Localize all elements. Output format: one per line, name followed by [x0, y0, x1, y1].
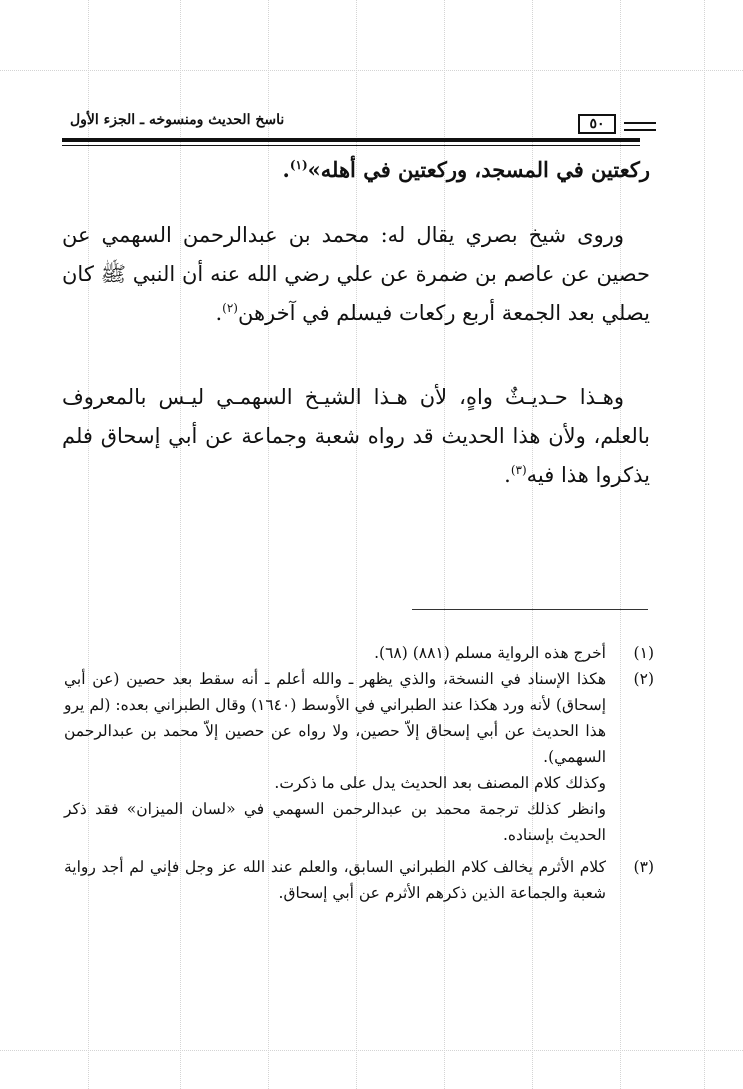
header-rule-thin: [62, 145, 640, 146]
footnote-text: وكذلك كلام المصنف بعد الحديث يدل على ما ذكرت.: [274, 774, 606, 792]
footnote-text: وانظر كذلك ترجمة محمد بن عبدالرحمن السهمي في «لسان الميزان» فقد ذكر الحديث بإسناده.: [64, 800, 606, 844]
header-ornament: [624, 122, 656, 131]
guide-line: [0, 1050, 743, 1051]
main-paragraph-1: ركعتين في المسجد، وركعتين في أهله»$^{(١)}$.: [282, 157, 650, 182]
footnote-text: أخرج هذه الرواية مسلم (٨٨١) (٦٨).: [374, 644, 606, 662]
footnotes: [64, 640, 654, 906]
footnote-separator: [412, 609, 648, 610]
footnote-number: (٢): [633, 670, 654, 688]
footnote-ref[interactable]: (١): [289, 158, 308, 172]
main-paragraph-2: وروى شيخ بصري يقال له: محمد بن عبدالرحمن السهمي عن حصين عن عاصم بن ضمرة عن علي رضي الله عنه أن النبي ﷺ كان يصلي بعد الجمعة أربع ركعات فيسلم في آخرهن$^{(٢)}$.: [62, 223, 650, 325]
header-rule-thick: [62, 138, 640, 142]
footnote-ref[interactable]: (٢): [222, 301, 238, 315]
footnote-text: كلام الأثرم يخالف كلام الطبراني السابق، والعلم عند الله عز وجل فإني لم أجد رواية شعبة والجماعة الذين ذكرهم الأثرم عن أبي إسحاق.: [64, 858, 606, 902]
paragraph-text: وروى شيخ بصري يقال له: محمد بن عبدالرحمن السهمي عن حصين عن عاصم بن ضمرة عن علي رضي الله عنه أن النبي ﷺ كان يصلي بعد الجمعة أربع ركعات فيسلم في آخرهن: [62, 223, 650, 325]
page-header: [62, 112, 662, 136]
footnote-number: (١): [633, 644, 654, 662]
footnote-text: هكذا الإسناد في النسخة، والذي يظهر ـ والله أعلم ـ أنه سقط بعد حصين (عن أبي إسحاق) لأنه ورد هكذا عند الطبراني في الأوسط (١٦٤٠) وقال الطبراني بعده: (لم يرو هذا الحديث عن أبي إسحاق إلاّ حصين، ولا رواه عن حصين إلاّ محمد بن عبدالرحمن السهمي).: [64, 670, 606, 766]
main-paragraph-3: وهـذا حـديـثٌ واهٍ، لأن هـذا الشيـخ السهمـي ليـس بالمعروف بالعلم، ولأن هذا الحديث قد رواه شعبة وجماعة عن أبي إسحاق فلم يذكروا هذا فيه$^{(٣)}$.: [62, 385, 650, 487]
footnote-number: (٣): [633, 858, 654, 876]
footnote-1: [64, 640, 654, 666]
paragraph-text: ركعتين في المسجد، وركعتين في أهله»: [307, 157, 650, 182]
footnote-3: [64, 854, 654, 906]
paragraph-text: وهـذا حـديـثٌ واهٍ، لأن هـذا الشيـخ السهمـي ليـس بالمعروف بالعلم، ولأن هذا الحديث قد رواه شعبة وجماعة عن أبي إسحاق فلم يذكروا هذا فيه: [62, 385, 650, 487]
guide-line: [0, 70, 743, 71]
page-number: ٥٠: [578, 114, 616, 134]
guide-line: [704, 0, 705, 1089]
footnote-2: [64, 666, 654, 848]
running-title: ناسخ الحديث ومنسوخه ـ الجزء الأول: [70, 112, 285, 128]
footnote-ref[interactable]: (٣): [510, 463, 527, 477]
